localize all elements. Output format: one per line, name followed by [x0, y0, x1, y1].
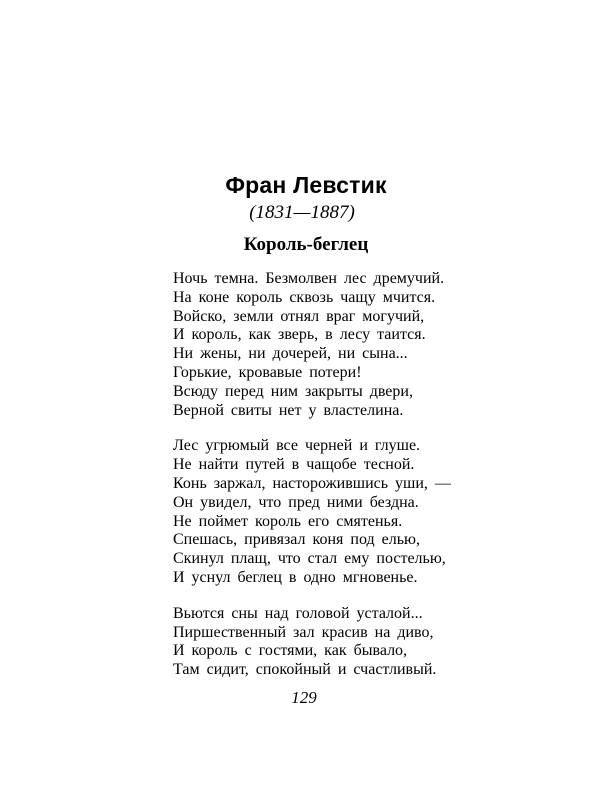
- poem-line: Он увидел, что пред ними бездна.: [173, 493, 419, 511]
- poem-line: Ночь темна. Безмолвен лес дремучий.: [173, 270, 445, 287]
- stanza-3: [173, 605, 473, 680]
- poem-line: Войско, земли отнял враг могучий,: [173, 307, 425, 325]
- stanza-2: [173, 437, 473, 587]
- poem-line: Спешась, привязал коня под елью,: [173, 531, 420, 549]
- poem-line: И уснул беглец в одно мгновенье.: [173, 568, 418, 586]
- stanza-1: [173, 270, 473, 420]
- poem-line: Лес угрюмый все черней и глуше.: [173, 437, 421, 455]
- poem-body: [173, 270, 473, 697]
- poem-line: Всюду перед ним закрыты двери,: [173, 382, 413, 400]
- poem-line: На коне король сквозь чащу мчится.: [173, 288, 436, 306]
- poem-line: Пиршественный зал красив на диво,: [173, 623, 434, 641]
- poem-line: Конь заржал, насторожившись уши, —: [173, 474, 451, 492]
- page-number: 129: [291, 688, 317, 707]
- poem-line: Не найти путей в чащобе тесной.: [173, 456, 415, 474]
- poem-line: Горькие, кровавые потери!: [173, 363, 362, 381]
- poem-line: Верной свиты нет у властелина.: [173, 401, 404, 419]
- poem-line: И король, как зверь, в лесу таится.: [173, 326, 426, 344]
- author-name: Фран Левстик: [225, 172, 387, 198]
- poem-line: Вьются сны над головой усталой...: [173, 604, 423, 622]
- author-years: (1831—1887): [249, 202, 355, 223]
- poem-line: Не поймет король его смятенья.: [173, 512, 403, 530]
- poem-line: И король с гостями, как бывало,: [173, 642, 408, 660]
- poem-title: Король-беглец: [243, 234, 369, 255]
- poem-line: Скинул плащ, что стал ему постелью,: [173, 550, 446, 568]
- poem-line: Там сидит, спокойный и счастливый.: [173, 661, 437, 679]
- poem-line: Ни жены, ни дочерей, ни сына...: [173, 345, 408, 363]
